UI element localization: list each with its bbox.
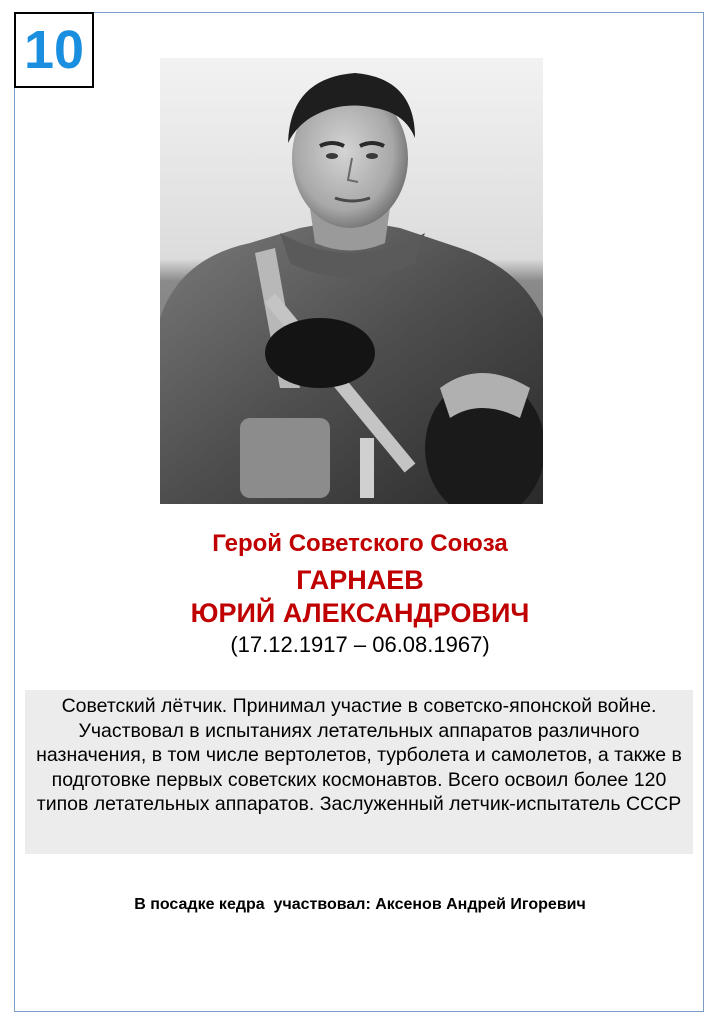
card-number: 10 [23, 20, 85, 80]
planting-credit: В посадке кедра участвовал: Аксенов Андрей Игоревич [134, 896, 586, 913]
hero-title: Герой Советского Союза [212, 530, 508, 557]
card-number-box [14, 12, 94, 88]
biography-text: Советский лётчик. Принимал участие в советско-японской войне. Участвовал в испытаниях летательных аппаратов различного назначения, в том числе вертолетов, турболета и самолетов, а также в подготовке первых советских космонавтов. Всего освоил более 120 типов летательных аппаратов. Заслуженный летчик-испытатель СССР [25, 690, 693, 854]
given-name: ЮРИЙ АЛЕКСАНДРОВИЧ [190, 598, 530, 628]
life-dates: (17.12.1917 – 06.08.1967) [230, 632, 490, 657]
surname: ГАРНАЕВ [296, 565, 424, 595]
portrait-photo [160, 58, 543, 504]
